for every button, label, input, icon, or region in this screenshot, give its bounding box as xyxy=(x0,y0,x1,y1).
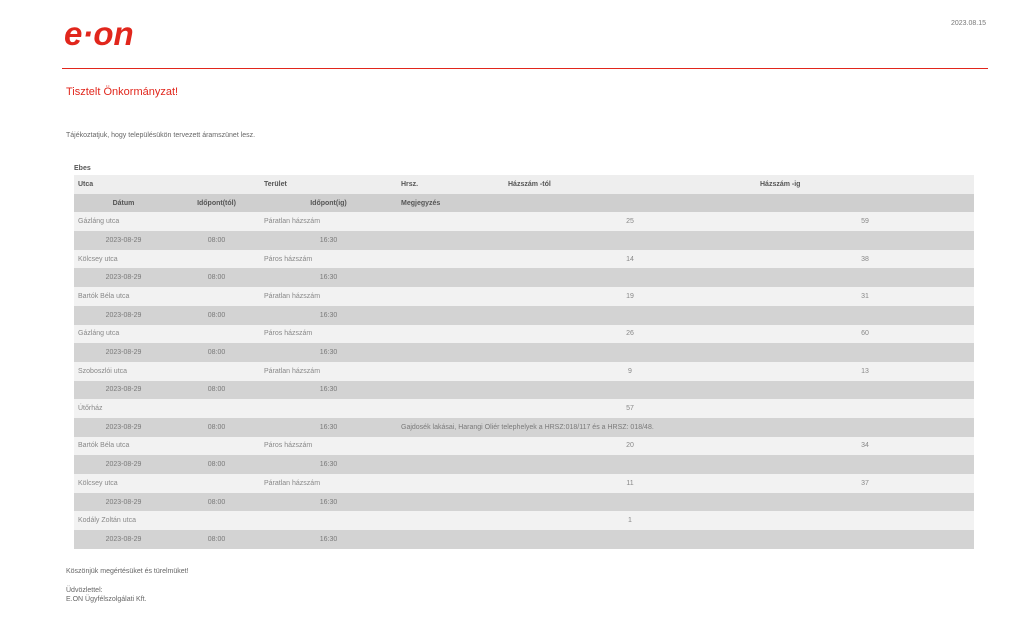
time-from-cell: 08:00 xyxy=(173,455,260,474)
date-cell: 2023-08-29 xyxy=(74,530,173,549)
street-cell: Bartók Béla utca xyxy=(74,287,260,306)
house-from-cell: 1 xyxy=(504,511,756,530)
col-header-date: Dátum xyxy=(74,194,173,213)
note-cell xyxy=(397,455,974,474)
time-to-cell: 16:30 xyxy=(260,381,397,400)
note-cell xyxy=(397,306,974,325)
date-cell: 2023-08-29 xyxy=(74,306,173,325)
house-to-cell: 60 xyxy=(756,325,974,344)
house-from-cell: 9 xyxy=(504,362,756,381)
hrsz-cell xyxy=(397,399,504,418)
closing-text: Üdvözlettel: xyxy=(66,587,103,594)
street-cell: Kodály Zoltán utca xyxy=(74,511,260,530)
intro-text: Tájékoztatjuk, hogy településükön tervezett áramszünet lesz. xyxy=(66,132,256,139)
table-row xyxy=(74,212,974,231)
header-divider xyxy=(62,68,988,69)
settlement-name: Ebes xyxy=(74,165,91,172)
area-cell: Páros házszám xyxy=(260,437,397,456)
house-from-cell: 26 xyxy=(504,325,756,344)
eon-logo-text: e·on xyxy=(64,20,134,50)
street-cell: Gázláng utca xyxy=(74,212,260,231)
date-cell: 2023-08-29 xyxy=(74,268,173,287)
outage-table xyxy=(74,175,974,549)
col-header-time-to: Időpont(ig) xyxy=(260,194,397,213)
thanks-text: Köszönjük megértésüket és türelmüket! xyxy=(66,568,189,575)
time-from-cell: 08:00 xyxy=(173,306,260,325)
table-row-schedule xyxy=(74,268,974,287)
house-to-cell xyxy=(756,511,974,530)
time-from-cell: 08:00 xyxy=(173,231,260,250)
time-to-cell: 16:30 xyxy=(260,306,397,325)
street-cell: Útőrház xyxy=(74,399,260,418)
area-cell xyxy=(260,511,397,530)
hrsz-cell xyxy=(397,437,504,456)
table-row xyxy=(74,399,974,418)
note-cell xyxy=(397,268,974,287)
house-to-cell: 13 xyxy=(756,362,974,381)
table-subheader-row xyxy=(74,194,974,213)
col-header-time-from: Időpont(tól) xyxy=(173,194,260,213)
hrsz-cell xyxy=(397,362,504,381)
street-cell: Bartók Béla utca xyxy=(74,437,260,456)
hrsz-cell xyxy=(397,325,504,344)
house-from-cell: 57 xyxy=(504,399,756,418)
table-row xyxy=(74,362,974,381)
col-header-house-from: Házszám -tól xyxy=(504,175,756,194)
time-from-cell: 08:00 xyxy=(173,493,260,512)
street-cell: Kölcsey utca xyxy=(74,250,260,269)
table-row-schedule xyxy=(74,493,974,512)
time-from-cell: 08:00 xyxy=(173,418,260,437)
house-to-cell: 59 xyxy=(756,212,974,231)
area-cell: Páratlan házszám xyxy=(260,362,397,381)
note-cell xyxy=(397,530,974,549)
time-to-cell: 16:30 xyxy=(260,418,397,437)
col-header-note: Megjegyzés xyxy=(397,194,974,213)
note-cell xyxy=(397,381,974,400)
time-from-cell: 08:00 xyxy=(173,381,260,400)
house-to-cell: 38 xyxy=(756,250,974,269)
house-to-cell: 37 xyxy=(756,474,974,493)
area-cell: Páratlan házszám xyxy=(260,474,397,493)
table-row xyxy=(74,287,974,306)
date-cell: 2023-08-29 xyxy=(74,493,173,512)
area-cell: Páros házszám xyxy=(260,325,397,344)
table-row-schedule xyxy=(74,343,974,362)
time-from-cell: 08:00 xyxy=(173,530,260,549)
hrsz-cell xyxy=(397,250,504,269)
time-from-cell: 08:00 xyxy=(173,268,260,287)
table-row xyxy=(74,474,974,493)
time-from-cell: 08:00 xyxy=(173,343,260,362)
table-row xyxy=(74,325,974,344)
note-cell xyxy=(397,231,974,250)
area-cell: Páratlan házszám xyxy=(260,287,397,306)
note-cell: Gajdosék lakásai, Harangi Oliér telephelyek a HRSZ:018/117 és a HRSZ: 018/48. xyxy=(397,418,974,437)
street-cell: Gázláng utca xyxy=(74,325,260,344)
house-from-cell: 19 xyxy=(504,287,756,306)
street-cell: Szoboszlói utca xyxy=(74,362,260,381)
time-to-cell: 16:30 xyxy=(260,530,397,549)
col-header-street: Utca xyxy=(74,175,260,194)
table-row-schedule xyxy=(74,530,974,549)
time-to-cell: 16:30 xyxy=(260,493,397,512)
area-cell: Páratlan házszám xyxy=(260,212,397,231)
table-row xyxy=(74,511,974,530)
table-row xyxy=(74,437,974,456)
house-to-cell: 34 xyxy=(756,437,974,456)
house-from-cell: 25 xyxy=(504,212,756,231)
col-header-house-to: Házszám -ig xyxy=(756,175,974,194)
date-cell: 2023-08-29 xyxy=(74,455,173,474)
table-row xyxy=(74,250,974,269)
date-cell: 2023-08-29 xyxy=(74,231,173,250)
house-from-cell: 20 xyxy=(504,437,756,456)
document-date: 2023.08.15 xyxy=(950,20,986,27)
hrsz-cell xyxy=(397,474,504,493)
street-cell: Kölcsey utca xyxy=(74,474,260,493)
table-header-row xyxy=(74,175,974,194)
date-cell: 2023-08-29 xyxy=(74,343,173,362)
col-header-hrsz: Hrsz. xyxy=(397,175,504,194)
eon-logo xyxy=(64,20,176,55)
hrsz-cell xyxy=(397,287,504,306)
area-cell xyxy=(260,399,397,418)
hrsz-cell xyxy=(397,212,504,231)
house-to-cell xyxy=(756,399,974,418)
time-to-cell: 16:30 xyxy=(260,343,397,362)
time-to-cell: 16:30 xyxy=(260,268,397,287)
note-cell xyxy=(397,343,974,362)
time-to-cell: 16:30 xyxy=(260,231,397,250)
signature-text: E.ON Ügyfélszolgálati Kft. xyxy=(66,596,147,603)
hrsz-cell xyxy=(397,511,504,530)
greeting: Tisztelt Önkormányzat! xyxy=(66,86,179,98)
note-cell xyxy=(397,493,974,512)
table-row-schedule xyxy=(74,455,974,474)
table-row-schedule xyxy=(74,306,974,325)
table-row-schedule xyxy=(74,418,974,437)
house-from-cell: 14 xyxy=(504,250,756,269)
house-to-cell: 31 xyxy=(756,287,974,306)
table-row-schedule xyxy=(74,381,974,400)
house-from-cell: 11 xyxy=(504,474,756,493)
date-cell: 2023-08-29 xyxy=(74,381,173,400)
table-row-schedule xyxy=(74,231,974,250)
time-to-cell: 16:30 xyxy=(260,455,397,474)
area-cell: Páros házszám xyxy=(260,250,397,269)
col-header-area: Terület xyxy=(260,175,397,194)
date-cell: 2023-08-29 xyxy=(74,418,173,437)
